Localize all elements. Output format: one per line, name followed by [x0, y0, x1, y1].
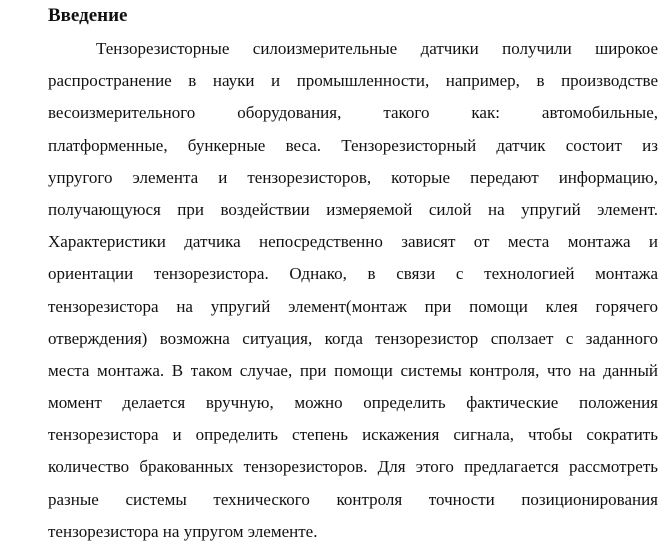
section-heading: Введение — [48, 5, 128, 26]
introduction-paragraph — [48, 38, 658, 553]
paragraph-line: платформенные, бункерные веса. Тензорезисторный датчик состоит из — [48, 135, 658, 155]
paragraph-line: места монтажа. В таком случае, при помощи системы контроля, что на данный — [48, 360, 658, 380]
paragraph-line: ориентации тензорезистора. Однако, в связи с технологией монтажа — [48, 264, 658, 284]
paragraph-line: количество бракованных тензорезисторов. Для этого предлагается рассмотреть — [48, 457, 658, 477]
paragraph-line: весоизмерительного оборудования, такого как: автомобильные, — [48, 103, 658, 123]
paragraph-line: Характеристики датчика непосредственно зависят от места монтажа и — [48, 232, 658, 252]
paragraph-line: момент делается вручную, можно определить фактические положения — [48, 393, 658, 413]
paragraph-line: тензорезистора на упругий элемент(монтаж при помощи клея горячего — [48, 296, 658, 316]
paragraph-line: упругого элемента и тензорезисторов, которые передают информацию, — [48, 167, 658, 187]
paragraph-line: тензорезистора и определить степень искажения сигнала, чтобы сократить — [48, 425, 658, 445]
paragraph-line: распространение в науки и промышленности, например, в производстве — [48, 71, 658, 91]
paragraph-line: отверждения) возможна ситуация, когда тензорезистор сползает с заданного — [48, 328, 658, 348]
paragraph-line: разные системы технического контроля точности позиционирования — [48, 489, 658, 509]
paragraph-line: Тензорезисторные силоизмерительные датчики получили широкое — [96, 39, 658, 58]
paragraph-line: тензорезистора на упругом элементе. — [48, 521, 318, 541]
paragraph-line: получающуюся при воздействии измеряемой силой на упругий элемент. — [48, 199, 658, 219]
